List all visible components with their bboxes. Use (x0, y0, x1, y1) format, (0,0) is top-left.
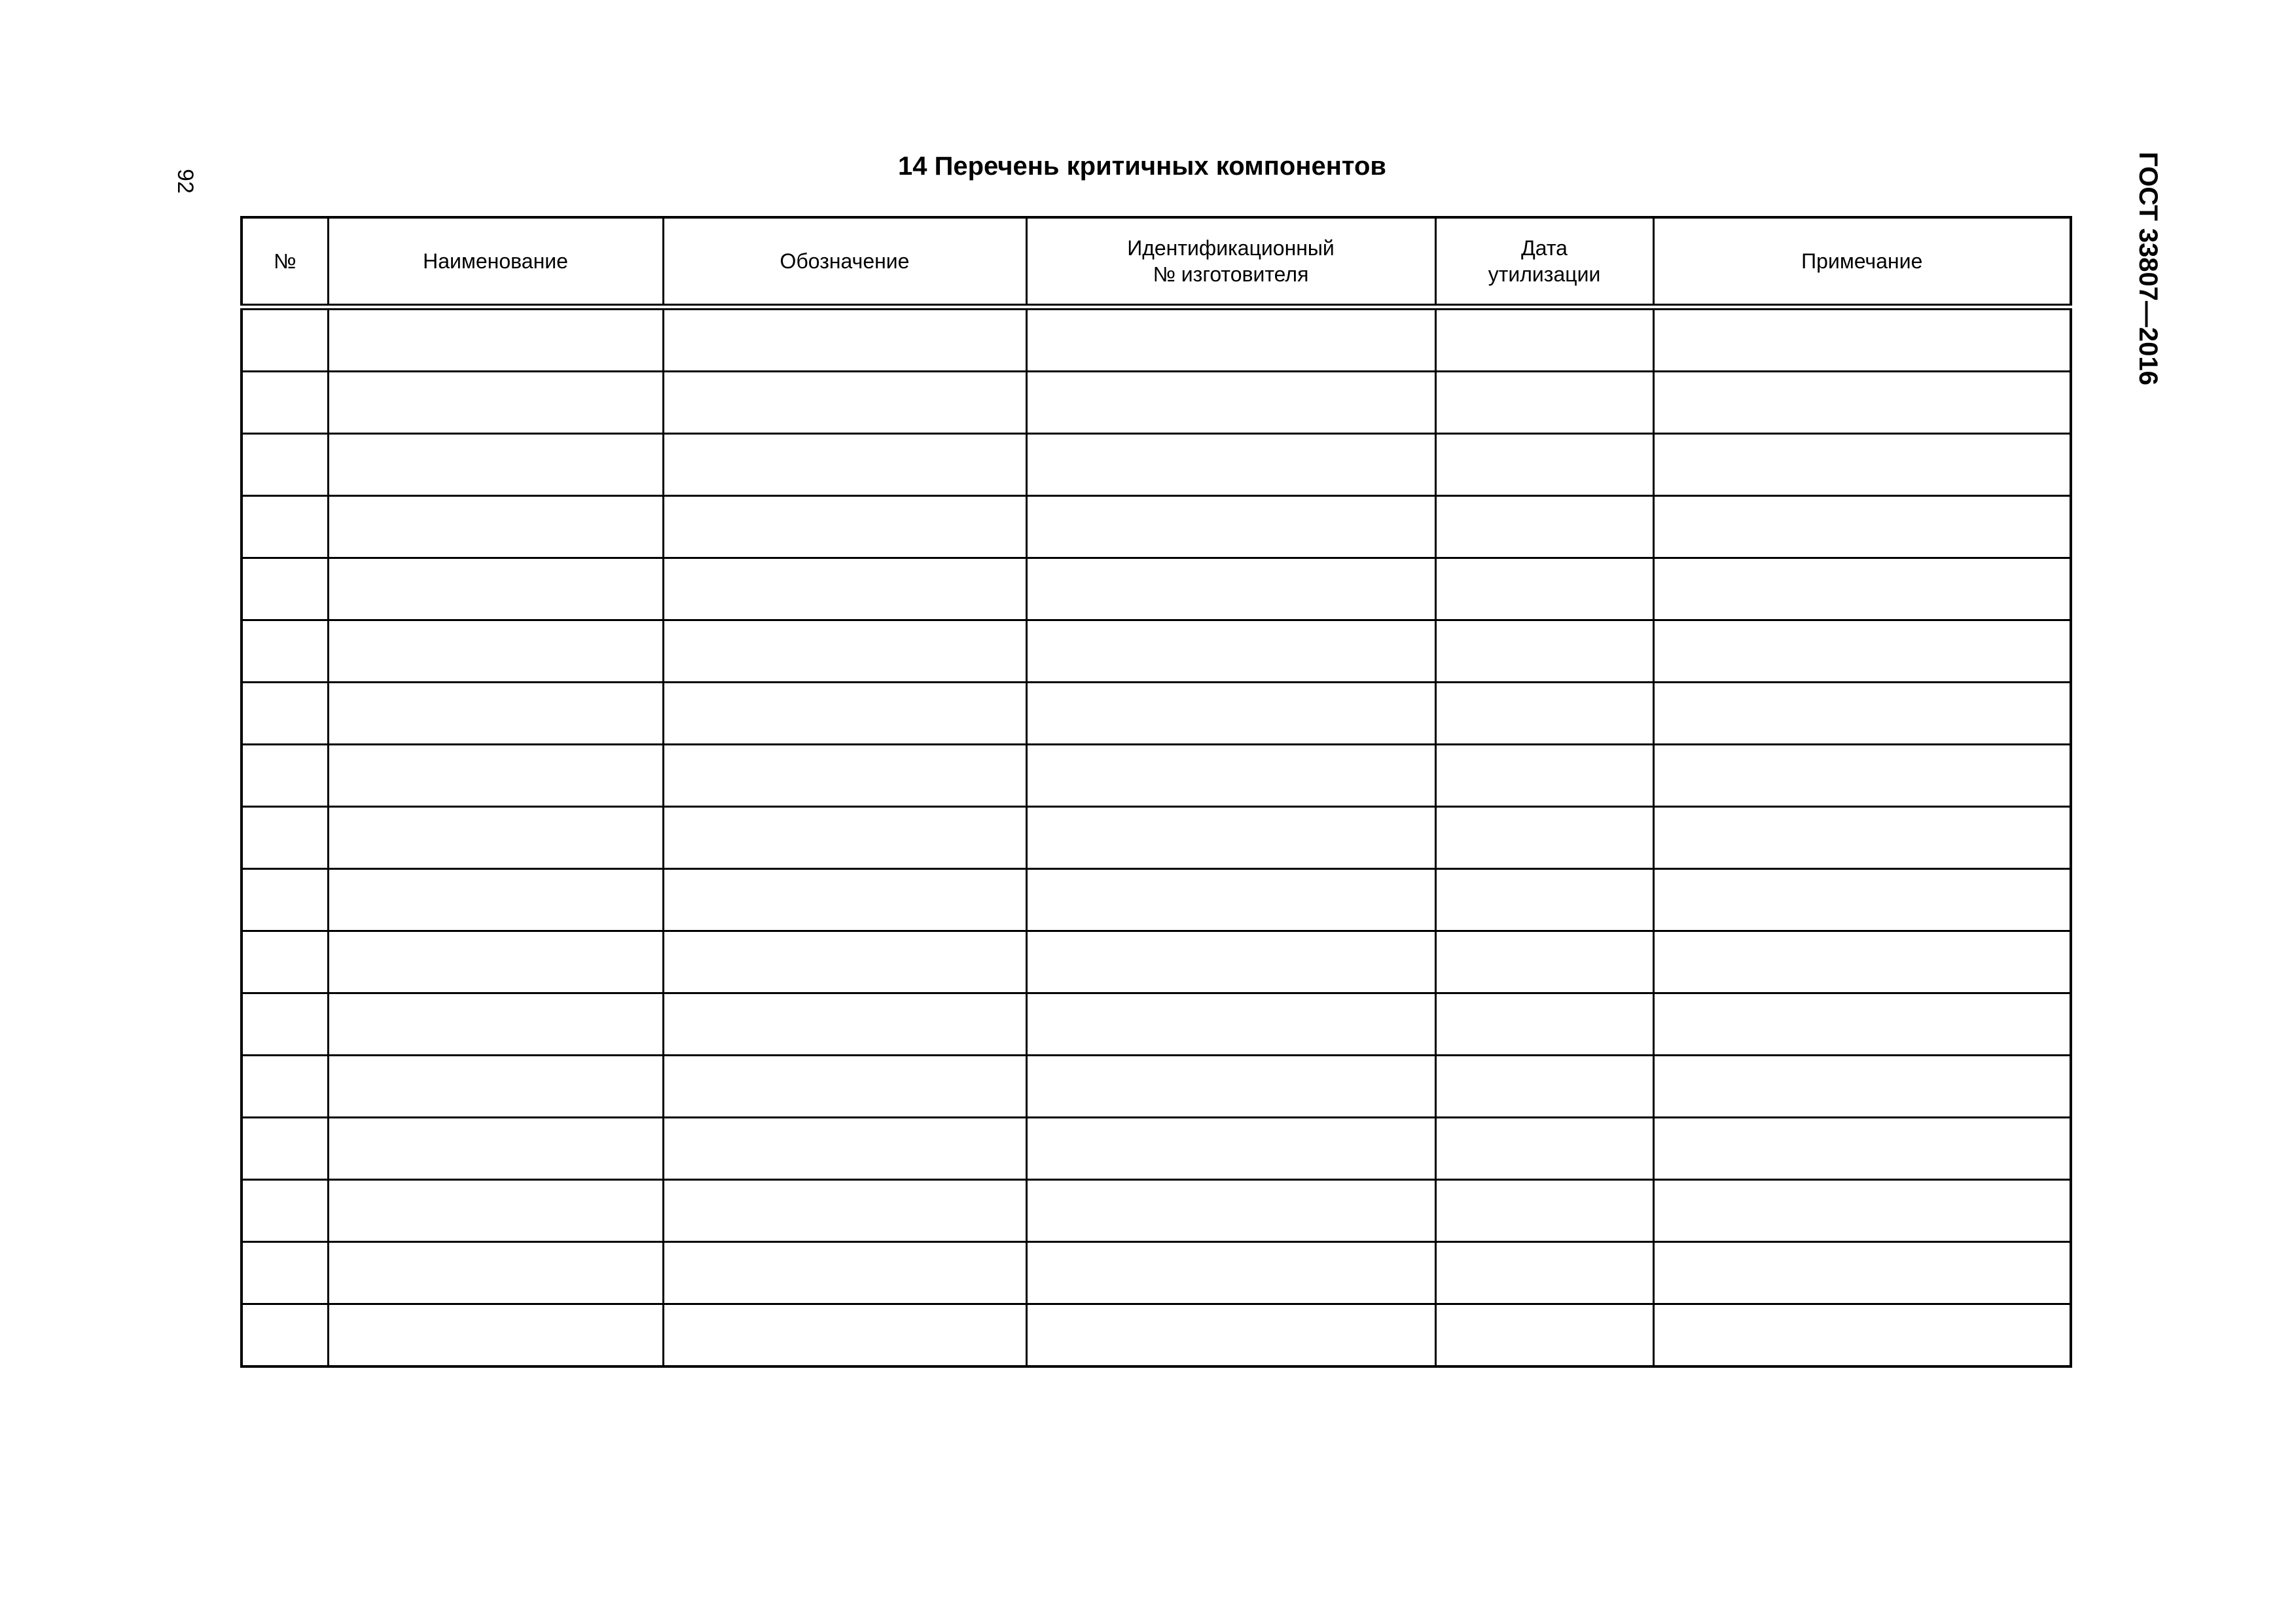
table-row (242, 307, 2071, 372)
cell-disposal-date[interactable] (1435, 931, 1653, 993)
cell-designation[interactable] (663, 307, 1026, 372)
cell-name[interactable] (328, 1304, 663, 1367)
cell-manufacturer-id[interactable] (1026, 1304, 1435, 1367)
cell-designation[interactable] (663, 1180, 1026, 1242)
cell-name[interactable] (328, 434, 663, 496)
cell-manufacturer-id[interactable] (1026, 807, 1435, 869)
cell-manufacturer-id[interactable] (1026, 496, 1435, 558)
cell-name[interactable] (328, 372, 663, 434)
header-line: Обозначение (780, 249, 910, 273)
cell-name[interactable] (328, 1118, 663, 1180)
cell-number[interactable] (242, 1180, 328, 1242)
cell-name[interactable] (328, 869, 663, 931)
cell-note[interactable] (1653, 558, 2071, 620)
cell-designation[interactable] (663, 1304, 1026, 1367)
cell-name[interactable] (328, 931, 663, 993)
cell-name[interactable] (328, 307, 663, 372)
table-row (242, 1056, 2071, 1118)
table-row (242, 745, 2071, 807)
cell-disposal-date[interactable] (1435, 496, 1653, 558)
cell-designation[interactable] (663, 496, 1026, 558)
cell-note[interactable] (1653, 745, 2071, 807)
table-row (242, 993, 2071, 1056)
cell-designation[interactable] (663, 745, 1026, 807)
cell-name[interactable] (328, 683, 663, 745)
cell-manufacturer-id[interactable] (1026, 745, 1435, 807)
table-row (242, 558, 2071, 620)
cell-note[interactable] (1653, 1304, 2071, 1367)
cell-disposal-date[interactable] (1435, 683, 1653, 745)
cell-designation[interactable] (663, 1242, 1026, 1304)
header-designation (663, 217, 1026, 307)
cell-manufacturer-id[interactable] (1026, 1242, 1435, 1304)
cell-note[interactable] (1653, 496, 2071, 558)
table-header-row (242, 217, 2071, 307)
cell-disposal-date[interactable] (1435, 372, 1653, 434)
cell-number[interactable] (242, 869, 328, 931)
cell-number[interactable] (242, 496, 328, 558)
cell-disposal-date[interactable] (1435, 1056, 1653, 1118)
cell-number[interactable] (242, 1118, 328, 1180)
header-line: № (274, 249, 296, 273)
header-disposal-date (1435, 217, 1653, 307)
header-line: Идентификационный (1127, 236, 1335, 260)
cell-manufacturer-id[interactable] (1026, 683, 1435, 745)
document-code: ГОСТ 33807—2016 (2134, 152, 2162, 385)
cell-name[interactable] (328, 807, 663, 869)
cell-designation[interactable] (663, 869, 1026, 931)
cell-name[interactable] (328, 1180, 663, 1242)
cell-note[interactable] (1653, 434, 2071, 496)
cell-number[interactable] (242, 1056, 328, 1118)
cell-note[interactable] (1653, 683, 2071, 745)
table-row (242, 372, 2071, 434)
header-line: утилизации (1488, 262, 1601, 286)
cell-note[interactable] (1653, 1118, 2071, 1180)
cell-note[interactable] (1653, 807, 2071, 869)
cell-disposal-date[interactable] (1435, 1304, 1653, 1367)
table-row (242, 1242, 2071, 1304)
cell-number[interactable] (242, 993, 328, 1056)
cell-manufacturer-id[interactable] (1026, 931, 1435, 993)
cell-manufacturer-id[interactable] (1026, 993, 1435, 1056)
cell-manufacturer-id[interactable] (1026, 372, 1435, 434)
header-note (1653, 217, 2071, 307)
cell-number[interactable] (242, 807, 328, 869)
cell-number[interactable] (242, 434, 328, 496)
cell-name[interactable] (328, 496, 663, 558)
cell-disposal-date[interactable] (1435, 807, 1653, 869)
header-name (328, 217, 663, 307)
header-line: Примечание (1801, 249, 1923, 273)
table-row (242, 496, 2071, 558)
cell-manufacturer-id[interactable] (1026, 1056, 1435, 1118)
cell-designation[interactable] (663, 1118, 1026, 1180)
cell-note[interactable] (1653, 931, 2071, 993)
cell-name[interactable] (328, 558, 663, 620)
cell-note[interactable] (1653, 1056, 2071, 1118)
cell-manufacturer-id[interactable] (1026, 558, 1435, 620)
header-line: Наименование (423, 249, 568, 273)
cell-designation[interactable] (663, 434, 1026, 496)
cell-manufacturer-id[interactable] (1026, 1118, 1435, 1180)
cell-manufacturer-id[interactable] (1026, 307, 1435, 372)
table-row (242, 1180, 2071, 1242)
table-row (242, 620, 2071, 683)
cell-name[interactable] (328, 1056, 663, 1118)
cell-disposal-date[interactable] (1435, 307, 1653, 372)
cell-name[interactable] (328, 1242, 663, 1304)
cell-number[interactable] (242, 745, 328, 807)
cell-designation[interactable] (663, 558, 1026, 620)
cell-disposal-date[interactable] (1435, 620, 1653, 683)
header-manufacturer-id (1026, 217, 1435, 307)
cell-disposal-date[interactable] (1435, 1180, 1653, 1242)
table-row (242, 1118, 2071, 1180)
cell-note[interactable] (1653, 869, 2071, 931)
table-row (242, 1304, 2071, 1367)
header-number (242, 217, 328, 307)
table-row (242, 683, 2071, 745)
section-title: 14 Перечень критичных компонентов (898, 152, 1386, 181)
cell-disposal-date[interactable] (1435, 745, 1653, 807)
cell-number[interactable] (242, 620, 328, 683)
table-row (242, 434, 2071, 496)
cell-disposal-date[interactable] (1435, 558, 1653, 620)
cell-disposal-date[interactable] (1435, 434, 1653, 496)
cell-name[interactable] (328, 620, 663, 683)
cell-name[interactable] (328, 745, 663, 807)
cell-manufacturer-id[interactable] (1026, 434, 1435, 496)
cell-number[interactable] (242, 1304, 328, 1367)
cell-designation[interactable] (663, 993, 1026, 1056)
cell-manufacturer-id[interactable] (1026, 1180, 1435, 1242)
cell-disposal-date[interactable] (1435, 1242, 1653, 1304)
cell-manufacturer-id[interactable] (1026, 869, 1435, 931)
cell-disposal-date[interactable] (1435, 993, 1653, 1056)
page-number: 92 (173, 169, 198, 194)
table-body (242, 307, 2071, 1366)
table-row (242, 807, 2071, 869)
cell-designation[interactable] (663, 620, 1026, 683)
header-line: Дата (1521, 236, 1568, 260)
cell-disposal-date[interactable] (1435, 869, 1653, 931)
table-row (242, 931, 2071, 993)
cell-note[interactable] (1653, 307, 2071, 372)
cell-designation[interactable] (663, 931, 1026, 993)
cell-designation[interactable] (663, 807, 1026, 869)
cell-number[interactable] (242, 372, 328, 434)
cell-note[interactable] (1653, 1242, 2071, 1304)
cell-number[interactable] (242, 307, 328, 372)
cell-note[interactable] (1653, 620, 2071, 683)
cell-designation[interactable] (663, 1056, 1026, 1118)
cell-number[interactable] (242, 558, 328, 620)
cell-manufacturer-id[interactable] (1026, 620, 1435, 683)
cell-number[interactable] (242, 931, 328, 993)
cell-number[interactable] (242, 1242, 328, 1304)
header-line: № изготовителя (1153, 262, 1309, 286)
table-row (242, 869, 2071, 931)
cell-disposal-date[interactable] (1435, 1118, 1653, 1180)
cell-designation[interactable] (663, 683, 1026, 745)
cell-designation[interactable] (663, 372, 1026, 434)
cell-note[interactable] (1653, 1180, 2071, 1242)
cell-number[interactable] (242, 683, 328, 745)
critical-components-table (240, 216, 2072, 1368)
cell-note[interactable] (1653, 372, 2071, 434)
cell-name[interactable] (328, 993, 663, 1056)
cell-note[interactable] (1653, 993, 2071, 1056)
